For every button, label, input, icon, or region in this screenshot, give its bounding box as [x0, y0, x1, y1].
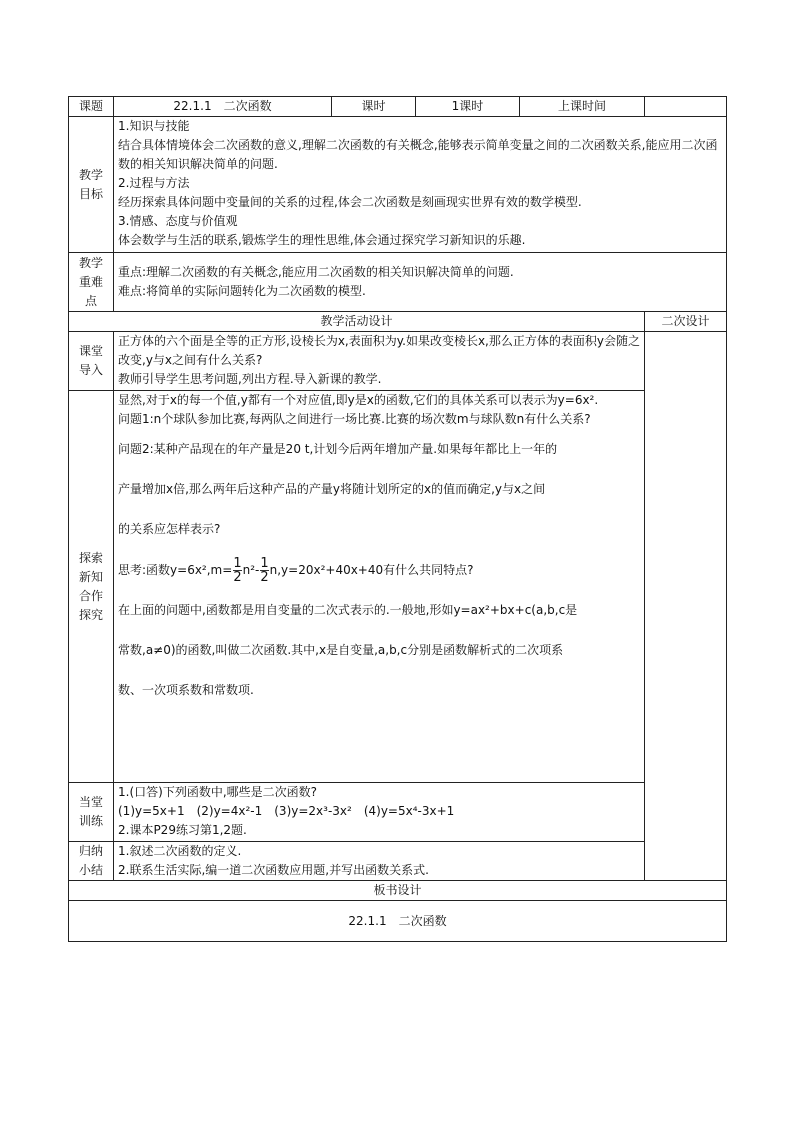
intro-content [114, 332, 645, 391]
summary-content [114, 842, 645, 881]
topic-value: 22.1.1 二次函数 [114, 97, 332, 117]
intro-line: 正方体的六个面是全等的正方形,设棱长为x,表面积为y.如果改变棱长x,那么正方体的表面积y会随之改变,y与x之间有什么关系? [118, 334, 640, 367]
board-header-row [69, 881, 727, 901]
explore-question-2-cont: 产量增加x倍,那么两年后这种产品的产量y将随计划所定的x的值而确定,y与x之间 [118, 482, 546, 496]
header-row [69, 97, 727, 117]
objectives-row [69, 117, 727, 253]
label-time: 上课时间 [520, 97, 645, 117]
key-point-line: 重点:理解二次函数的有关概念,能应用二次函数的相关知识解决简单的问题. [118, 265, 514, 279]
intro-row [69, 332, 727, 391]
label-hours: 课时 [332, 97, 416, 117]
key-points-label: 教学 重难 点 [69, 253, 114, 312]
explore-think: 思考:函数y=6x²,m= $\frac{1}{2}$ n²- $\frac{1}{2}$ n,y=20x²+40x+40有什么共同特点? [118, 556, 474, 585]
explore-definition-cont: 常数,a≠0)的函数,叫做二次函数.其中,x是自变量,a,b,c分别是函数解析式的二次项系 [118, 643, 564, 657]
second-design-column [645, 332, 727, 881]
objective-line: 1.知识与技能 [118, 119, 190, 133]
objective-line: 体会数学与生活的联系,锻炼学生的理性思维,体会通过探究学习新知识的乐趣. [118, 233, 526, 247]
activity-header-row [69, 312, 727, 332]
practice-content [114, 783, 645, 842]
hours-value: 1课时 [416, 97, 520, 117]
explore-definition: 在上面的问题中,函数都是用自变量的二次式表示的.一般地,形如y=ax²+bx+c(a,b,c是 [118, 603, 578, 617]
explore-question-2-end: 的关系应怎样表示? [118, 522, 221, 536]
explore-question-1: 问题1:n个球队参加比赛,每两队之间进行一场比赛.比赛的场次数m与球队数n有什么关系? [118, 412, 591, 426]
intro-label: 课堂 导入 [69, 332, 114, 391]
explore-question-2: 问题2:某种产品现在的年产量是20 t,计划今后两年增加产量.如果每年都比上一年的 [118, 442, 558, 456]
time-value [645, 97, 727, 117]
second-design-heading: 二次设计 [645, 312, 727, 332]
summary-line: 1.叙述二次函数的定义. [118, 844, 242, 858]
summary-row [69, 842, 727, 881]
key-points-content [114, 253, 727, 312]
label-topic: 课题 [69, 97, 114, 117]
explore-content [114, 391, 645, 783]
board-design-heading: 板书设计 [69, 881, 727, 901]
practice-line: 1.(口答)下列函数中,哪些是二次函数? [118, 785, 317, 799]
intro-line: 教师引导学生思考问题,列出方程.导入新课的教学. [118, 372, 382, 386]
practice-label: 当堂 训练 [69, 783, 114, 842]
explore-label: 探索 新知 合作 探究 [69, 391, 114, 783]
practice-line: 2.课本P29练习第1,2题. [118, 823, 247, 837]
objective-line: 结合具体情境体会二次函数的意义,理解二次函数的有关概念,能够表示简单变量之间的二次函数关系,能应用二次函数的相关知识解决简单的问题. [118, 138, 718, 171]
practice-line: (1)y=5x+1 (2)y=4x²-1 (3)y=2x³-3x² (4)y=5x⁴-3x+1 [118, 804, 455, 818]
summary-label: 归纳 小结 [69, 842, 114, 881]
objective-line: 2.过程与方法 [118, 176, 190, 190]
objective-line: 3.情感、态度与价值观 [118, 214, 238, 228]
practice-row [69, 783, 727, 842]
explore-row [69, 391, 727, 783]
objective-line: 经历探索具体问题中变量间的关系的过程,体会二次函数是刻画现实世界有效的数学模型. [118, 195, 582, 209]
objectives-content [114, 117, 727, 253]
key-point-line: 难点:将简单的实际问题转化为二次函数的模型. [118, 284, 366, 298]
fraction-half: $\frac{1}{2}$ [233, 556, 242, 585]
fraction-half: $\frac{1}{2}$ [260, 556, 269, 585]
board-content: 22.1.1 二次函数 [69, 901, 727, 942]
activity-design-heading: 教学活动设计 [69, 312, 645, 332]
lesson-plan-table [68, 96, 727, 942]
summary-line: 2.联系生活实际,编一道二次函数应用题,并写出函数关系式. [118, 863, 429, 877]
objectives-label: 教学 目标 [69, 117, 114, 253]
board-content-row [69, 901, 727, 942]
explore-paragraph: 显然,对于x的每一个值,y都有一个对应值,即y是x的函数,它们的具体关系可以表示为y=6x². [118, 393, 599, 407]
explore-definition-end: 数、一次项系数和常数项. [118, 683, 254, 697]
key-points-row [69, 253, 727, 312]
